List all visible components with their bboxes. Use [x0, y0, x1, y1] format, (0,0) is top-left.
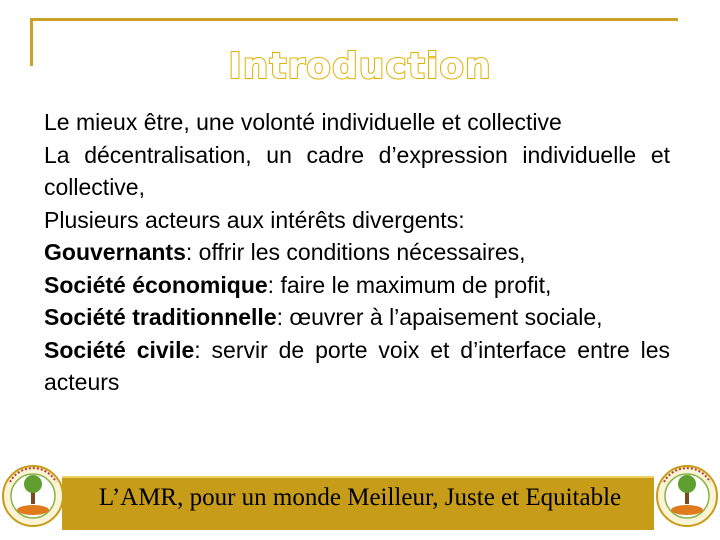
frame-top-line [30, 18, 678, 21]
footer-slogan: L’AMR, pour un monde Meilleur, Juste et Equitable [98, 484, 622, 511]
body-line-3 [44, 204, 670, 237]
body-line-1-text: Le mieux être, une volonté individuelle et collective [44, 109, 562, 135]
societe-traditionnelle-text: : œuvrer à l’apaisement sociale, [276, 304, 603, 330]
body-line-societe-traditionnelle [44, 301, 670, 334]
societe-economique-text: : faire le maximum de profit, [267, 271, 552, 298]
societe-economique-label: Société économique [44, 271, 268, 298]
body-line-societe-economique [44, 269, 670, 302]
gouvernants-text: : offrir les conditions nécessaires, [185, 239, 526, 265]
body-line-3-text: Plusieurs acteurs aux intérêts divergents: [44, 206, 465, 233]
slide-body [44, 106, 670, 399]
amr-association-logo-icon [654, 456, 720, 536]
body-line-2-text: La décentralisation, un cadre d’expression individuelle et collective, [44, 141, 670, 200]
slide-title: Introduction [228, 46, 492, 87]
body-line-1 [44, 106, 670, 139]
amr-association-logo-icon [0, 456, 66, 536]
societe-civile-label: Société civile [44, 336, 195, 363]
gouvernants-label: Gouvernants [44, 239, 186, 265]
societe-traditionnelle-label: Société traditionnelle [44, 304, 277, 330]
body-line-gouvernants [44, 236, 670, 269]
societe-civile-text: : servir de porte voix et d’interface entre les acteurs [44, 336, 670, 395]
body-line-societe-civile [44, 334, 670, 399]
body-line-2 [44, 139, 670, 204]
